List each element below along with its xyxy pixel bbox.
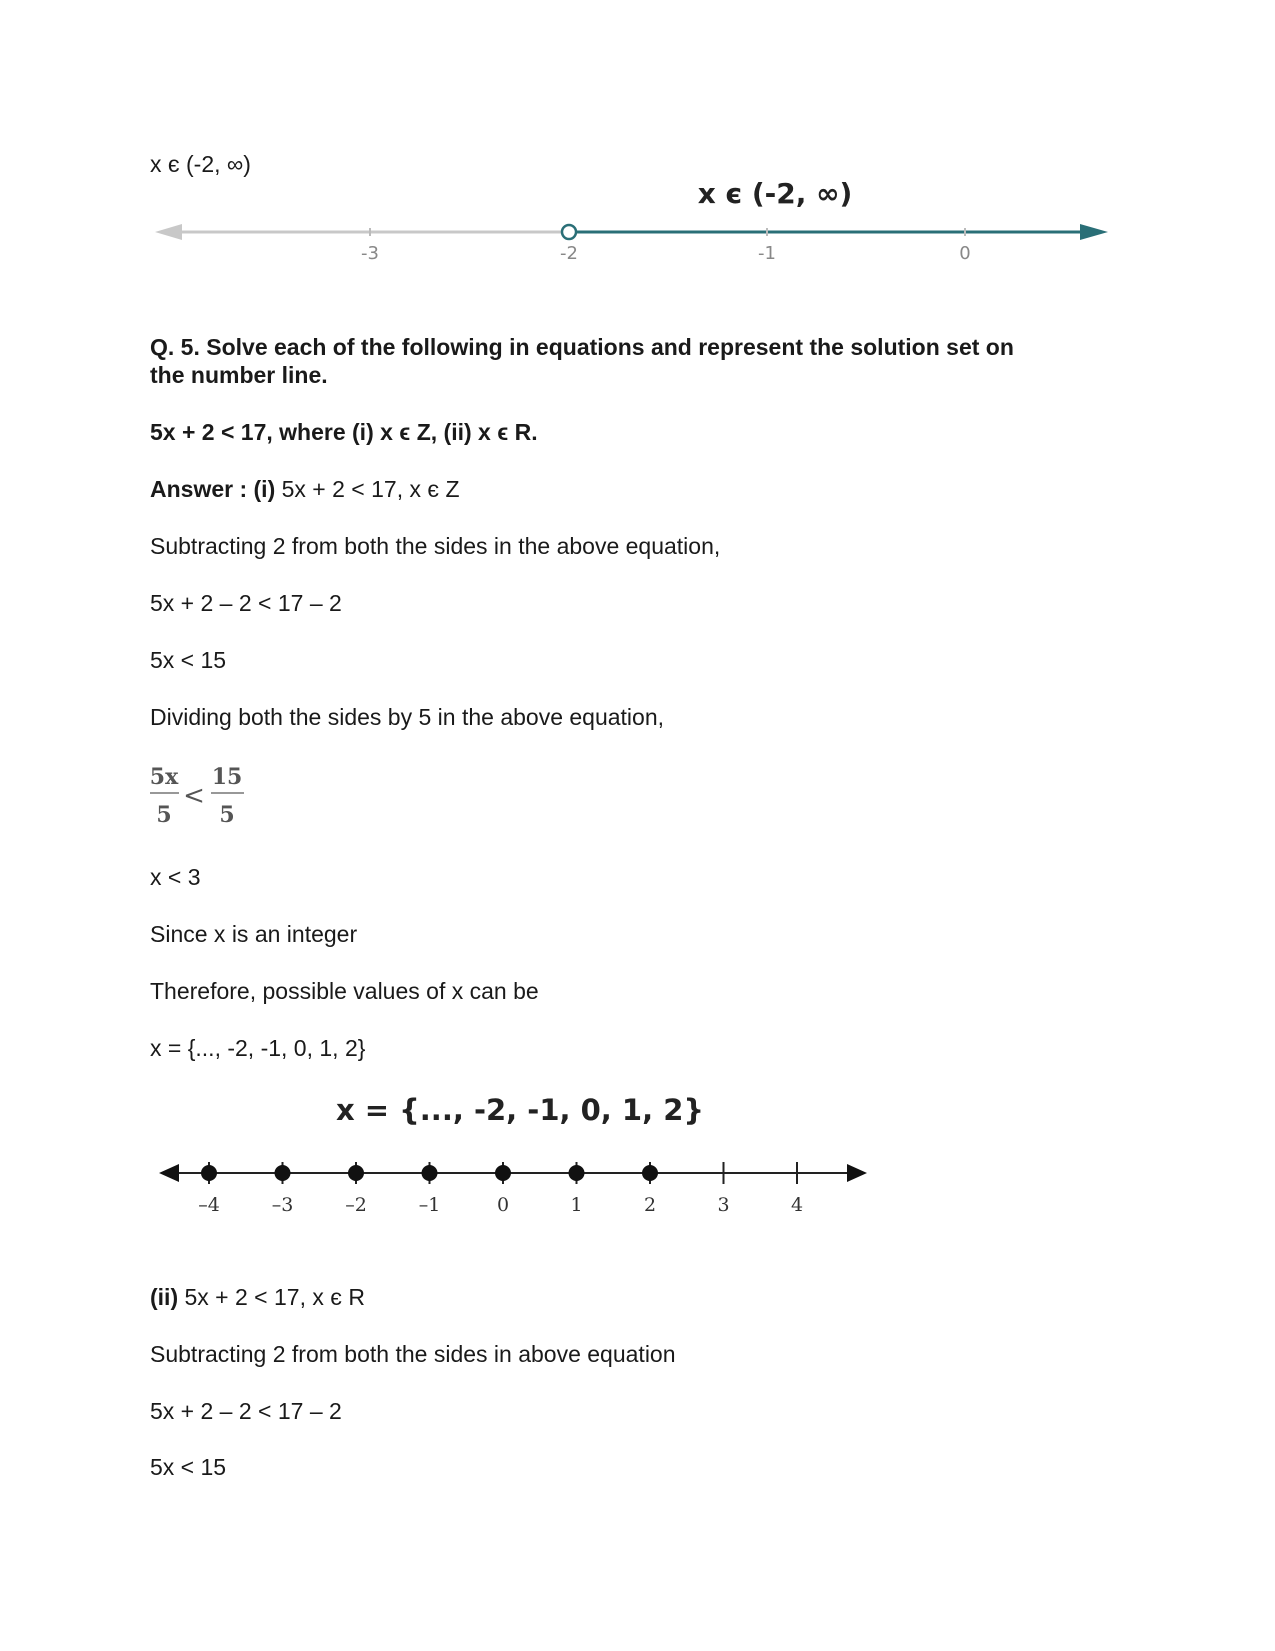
figure2-tick-label: –1 [418,1194,441,1216]
figure2-point [422,1165,438,1181]
step-text: Since x is an integer [150,921,358,947]
figure2-tick-label: 1 [570,1194,583,1216]
step-text: Therefore, possible values of x can be [150,978,539,1004]
step-text: 5x < 15 [150,647,227,673]
top-solution-text: x є (-2, ∞) [150,151,251,177]
step-text: Dividing both the sides by 5 in the above equation, [150,704,665,730]
fraction-right-numerator: 15 [211,764,243,790]
figure2-tick-label: 0 [496,1194,510,1216]
figure1-tick-label: -3 [361,243,379,264]
figure1-tick-label: -1 [758,243,776,264]
figure1-title: x є (-2, ∞) [697,177,853,210]
fraction-right-denominator: 5 [219,802,235,828]
fraction-left-numerator: 5x [149,764,179,790]
figure2-point [642,1165,658,1181]
figure2-tick-label: –4 [198,1194,220,1216]
figure1-left-arrow [155,224,182,240]
fraction-inequality [148,760,258,832]
figure2-point [201,1165,217,1181]
part2-line [150,1283,365,1311]
figure1-tick-label: 0 [959,243,971,264]
step-text: 5x + 2 – 2 < 17 – 2 [150,1398,342,1424]
figure2-title: x = {..., -2, -1, 0, 1, 2} [335,1093,705,1127]
figure2-point [495,1165,511,1181]
answer-expression: 5x + 2 < 17, x є Z [275,476,460,502]
figure2-point [569,1165,585,1181]
figure2-tick-label: 2 [643,1194,657,1216]
figure2-tick-label: 3 [717,1194,730,1216]
fraction-operator: < [183,781,205,811]
figure2-tick-label: 4 [790,1194,804,1216]
figure1-right-arrow [1080,224,1108,240]
figure2-point [348,1165,364,1181]
figure1-open-point [562,225,576,239]
figure2-tick-label: –2 [345,1194,367,1216]
question-heading-line1: Q. 5. Solve each of the following in equations and represent the solution set on [150,334,1014,360]
step-text: 5x + 2 – 2 < 17 – 2 [150,590,342,616]
step-text: x < 3 [150,864,201,890]
figure2-right-arrow [847,1164,867,1182]
figure1-tick-label: -2 [560,243,578,264]
part2-expression: 5x + 2 < 17, x є R [178,1284,365,1310]
number-line-figure-2 [155,1090,875,1220]
figure2-tick-label: –3 [271,1194,294,1216]
number-line-figure-1 [150,177,1110,280]
answer-line [150,475,460,503]
step-text: Subtracting 2 from both the sides in above equation [150,1341,676,1367]
question-heading-line2: the number line. [150,362,328,388]
step-text: Subtracting 2 from both the sides in the above equation, [150,533,721,559]
figure2-point [275,1165,291,1181]
part2-label: (ii) [150,1284,179,1310]
fraction-left-denominator: 5 [156,802,172,828]
problem-statement: 5x + 2 < 17, where (i) x ϵ Z, (ii) x ϵ R. [150,419,538,445]
step-text: 5x < 15 [150,1454,227,1480]
step-text: x = {..., -2, -1, 0, 1, 2} [150,1035,366,1061]
figure2-left-arrow [159,1164,179,1182]
answer-label: Answer : (i) [150,476,276,502]
